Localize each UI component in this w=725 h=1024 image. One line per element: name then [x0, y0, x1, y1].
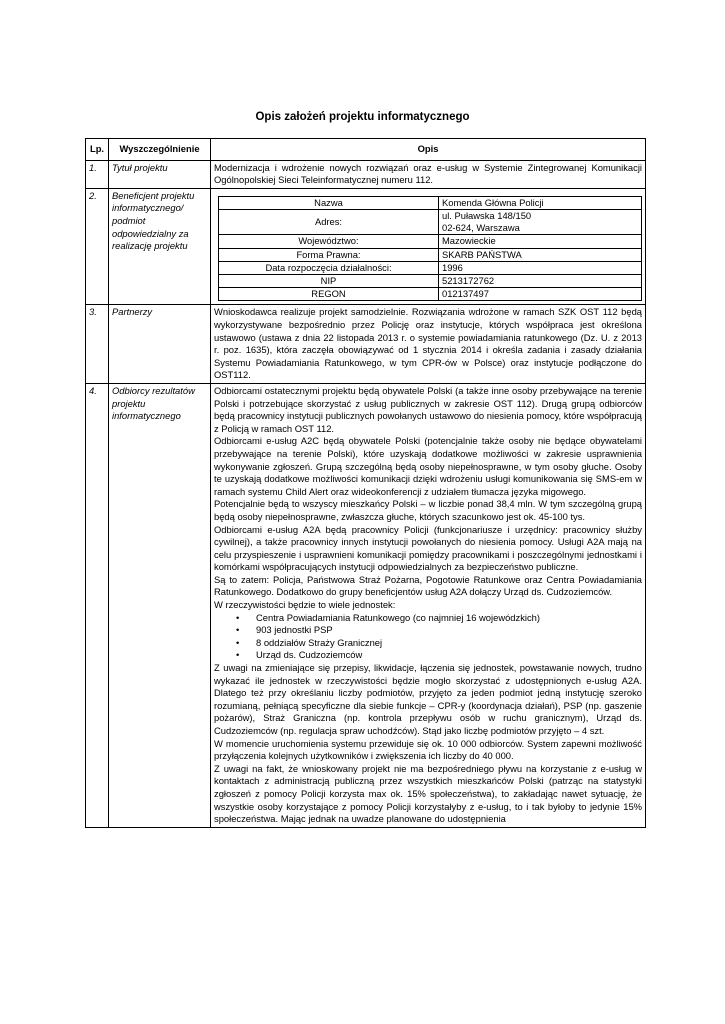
table-row [86, 383, 646, 827]
beneficiary-value: Komenda Główna Policji [439, 196, 642, 209]
header-row [86, 139, 646, 161]
paragraph: Z uwagi na zmieniające się przepisy, likwidacje, łączenia się jednostek, powstawanie nowych, trudno wykazać ile jednostek w rzeczywistości będzie mogło skorzystać z udostępnionych e-usług A2A. Dlatego też przy określaniu liczby podmiotów, przyjęto za jeden podmiot jedną instytucję szeroko rozumianą, pełniącą specyficzne dla siebie funkcje – CPR-y (koordynacja działań), PSP (np. gaszenie pożarów), Straż Graniczna (np. kontrola przepływu osób w ruchu granicznym), Urząd ds. Cudzoziemców (np. regulacja spraw uchodźców). Stąd jako liczbę podmiotów przyjęto – 4 szt. [214, 662, 642, 736]
row-number: 4. [86, 383, 109, 827]
beneficiary-cell [211, 188, 646, 305]
header-item: Wyszczególnienie [109, 139, 211, 161]
row-description: Wnioskodawca realizuje projekt samodzielnie. Rozwiązania wdrożone w ramach SZK OST 112 będą wykorzystywane bezpośrednio przez Policję oraz instytucje, których współpraca jest określona ustawowo (ustawa z dnia 22 listopada 2013 r. o systemie powiadamiania ratunkowego (Dz. U. z 2013 r. poz. 1635), która zaczęła obowiązywać od 1 stycznia 2014 i określa zadania i zasady działania Systemu Powiadamiania Ratunkowego, w tym CPR-ów w Polsce) oraz instytucje podłączone do OST112. [211, 305, 646, 384]
row-title: Odbiorcy rezultatów projektu informatycznego [109, 383, 211, 827]
row-title: Beneficjent projektu informatycznego/ podmiot odpowiedzialny za realizację projektu [109, 188, 211, 305]
beneficiary-value: 012137497 [439, 288, 642, 301]
paragraph: W rzeczywistości będzie to wiele jednostek: [214, 599, 396, 611]
paragraph: Potencjalnie będą to wszyscy mieszkańcy Polski – w liczbie ponad 38,4 mln. W tym szczególną grupą będą osoby niepełnosprawne, zwłaszcza głuche, których szacunkowo jest ok. 45-100 tys. [214, 498, 642, 522]
paragraph: Odbiorcami e-usług A2C będą obywatele Polski (potencjalnie także osoby nie będące obywatelami przebywające na terenie Polski), które uzyskają dodatkowe możliwości w zakresie usprawnienia wykonywanie zgłoszeń. Grupą szczególną będą osoby niepełnosprawne, w tym osoby głuche. Osoby te uzyskają dodatkowe możliwości komunikacji dzięki wdrożeniu usługi komunikowania się SMS-em w ramach systemu Child Alert oraz wideokonferencji z udziałem tłumacza języka migowego. [214, 435, 642, 497]
header-lp: Lp. [86, 139, 109, 161]
table-row [86, 160, 646, 188]
list-item: • Urząd ds. Cudzoziemców [256, 649, 642, 662]
beneficiary-value: 5213172762 [439, 275, 642, 288]
document-title: Opis założeń projektu informatycznego [255, 111, 470, 123]
row-number: 2. [86, 188, 109, 305]
row-title: Tytuł projektu [109, 160, 211, 188]
header-desc: Opis [211, 139, 646, 161]
beneficiary-row [219, 196, 642, 209]
beneficiary-key: Data rozpoczęcia działalności: [219, 261, 439, 274]
beneficiary-row [219, 275, 642, 288]
beneficiary-row [219, 248, 642, 261]
list-item: • Centra Powiadamiania Ratunkowego (co najmniej 16 wojewódzkich) [256, 612, 642, 625]
list-item: • 903 jednostki PSP [256, 624, 642, 637]
row-number: 3. [86, 305, 109, 384]
beneficiary-key: Forma Prawna: [219, 248, 439, 261]
paragraph: W momencie uruchomienia systemu przewiduje się ok. 10 000 odbiorców. System zapewni możliwość przyłączenia kolejnych użytkowników i zwiększenia ich liczby do 40 000. [214, 737, 642, 762]
paragraph: Odbiorcami ostatecznymi projektu będą obywatele Polski (a także inne osoby przebywające na terenie Polski i potrzebujące skorzystać z usług publicznych w zakresie OST 112). Drugą grupą odbiorców będą pracownicy instytucji publicznych powołanych ustawowo do niesienia pomocy, które współpracują z Policją w ramach OST 112. [214, 384, 642, 434]
beneficiary-key: Województwo: [219, 235, 439, 248]
address-street: ul. Puławska 148/150 [442, 209, 532, 221]
table-row [86, 305, 646, 384]
row-number: 1. [86, 160, 109, 188]
beneficiary-value: Mazowieckie [439, 235, 642, 248]
table-row [86, 188, 646, 305]
beneficiary-row [219, 209, 642, 234]
row-title: Partnerzy [109, 305, 211, 384]
beneficiary-value [439, 209, 642, 234]
beneficiary-row [219, 235, 642, 248]
beneficiary-key: REGON [219, 288, 439, 301]
beneficiary-value: SKARB PAŃSTWA [439, 248, 642, 261]
paragraph: Z uwagi na fakt, że wnioskowany projekt nie ma bezpośredniego pływu na korzystanie z e-usług w kontaktach z administracją publiczną przez wszystkich mieszkańców Polski (patrząc na statystyki zgłoszeń z pomocy Policji korzysta max ok. 15% społeczeństwa), to zakładając nawet sytuację, że wszystkie osoby korzystające z pomocy Policji korzystałyby z e-usług, to i tak byłoby to jedynie 15% społeczeństwa. Mając jednak na uwadze planowane do udostępnienia [214, 762, 642, 825]
paragraph: Są to zatem: Policja, Państwowa Straż Pożarna, Pogotowie Ratunkowe oraz Centra Powiadamiania Ratunkowego. Dodatkowo do grupy beneficjentów usług A2A dołączy Urząd ds. Cudzoziemców. [214, 573, 642, 598]
beneficiary-table [218, 196, 642, 302]
beneficiary-key: Adres: [219, 209, 439, 234]
beneficiary-row [219, 261, 642, 274]
beneficiary-key: Nazwa [219, 196, 439, 209]
row-description: Modernizacja i wdrożenie nowych rozwiązań oraz e-usług w Systemie Zintegrowanej Komunikacji Ogólnopolskiej Sieci Teleinformatycznej numeru 112. [211, 160, 646, 188]
beneficiary-row [219, 288, 642, 301]
address-city: 02-624, Warszawa [442, 222, 520, 234]
beneficiary-key: NIP [219, 275, 439, 288]
row-description [211, 383, 646, 827]
project-description-table [85, 138, 646, 828]
list-item: • 8 oddziałów Straży Granicznej [256, 637, 642, 650]
unit-list [214, 612, 642, 662]
paragraph: Odbiorcami e-usług A2A będą pracownicy Policji (funkcjonariusze i urzędnicy: pracownicy służby cywilnej), a także pracownicy innych instytucji powołanych do niesienia pomocy. Usługi A2A mają na celu przyspieszenie i usprawnieni komunikacji pomiędzy pracownikami i poszczególnymi jednostkami i komórkami współpracujących instytucji odpowiedzialnych za bezpieczeństwo publiczne. [214, 523, 642, 573]
beneficiary-value: 1996 [439, 261, 642, 274]
